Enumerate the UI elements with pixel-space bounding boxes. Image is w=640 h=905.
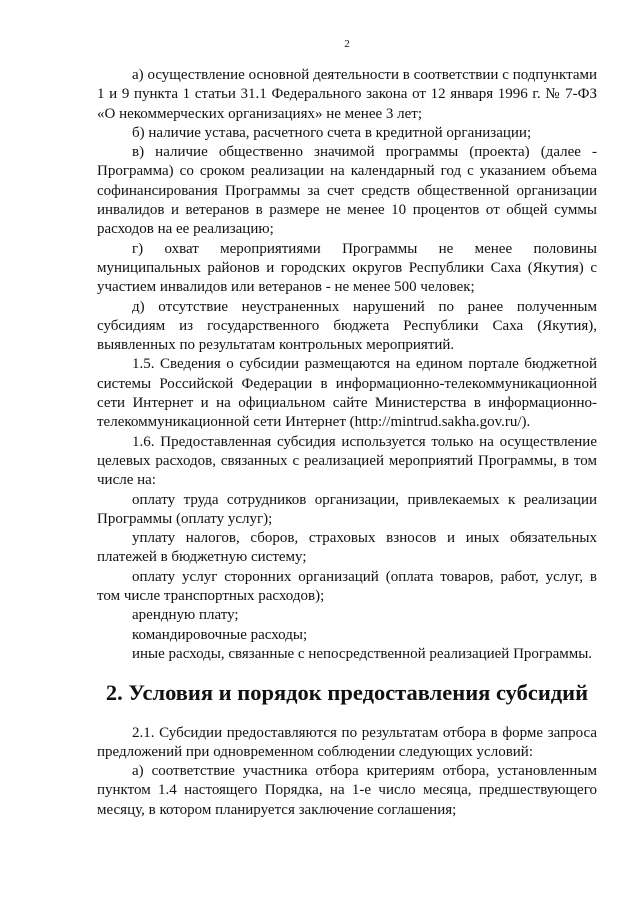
paragraph-2-1: 2.1. Субсидии предоставляются по результатам отбора в форме запроса предложений при одновременном соблюдении следующих условий: — [97, 724, 597, 760]
list-item-taxes: уплату налогов, сборов, страховых взносов и иных обязательных платежей в бюджетную систему; — [97, 530, 597, 566]
paragraph-1-4-a: а) осуществление основной деятельности в соответствии с подпунктами 1 и 9 пункта 1 статьи 31.1 Федерального закона от 12 января 1996 г. № 7-ФЗ «О некоммерческих организациях» не менее 3 лет; — [97, 67, 597, 122]
paragraph-1-5: 1.5. Сведения о субсидии размещаются на едином портале бюджетной системы Российской Федерации в информационно-телекоммуникационной сети Интернет и на официальном сайте Министерства в информационно-телекоммуникационной сети Интернет (http://mintrud.sakha.gov.ru/). — [97, 356, 597, 431]
list-item-rent: арендную плату; — [132, 607, 239, 624]
list-item-other-expenses: иные расходы, связанные с непосредственной реализацией Программы. — [132, 645, 593, 662]
list-item-travel: командировочные расходы; — [132, 626, 308, 643]
paragraph-1-4-b: б) наличие устава, расчетного счета в кредитной организации; — [132, 124, 532, 141]
list-item-third-party-services: оплату услуг сторонних организаций (оплата товаров, работ, услуг, в том числе транспортных расходов); — [97, 568, 597, 605]
paragraph-1-4-v: в) наличие общественно значимой программы (проекта) (далее - Программа) со сроком реализации на календарный год с указанием объема софинансирования Программы за счет средств общественной организации инвалидов и ветеранов в размере не менее 10 процентов от общей суммы расходов на ее реализацию; — [97, 144, 597, 238]
paragraph-2-1-a: а) соответствие участника отбора критериям отбора, установленным пунктом 1.4 настоящего Порядка, на 1-е число месяца, предшествующего месяцу, в котором планируется заключение соглашения; — [97, 763, 597, 818]
paragraph-1-4-g: г) охват мероприятиями Программы не менее половины муниципальных районов и городских округов Республики Саха (Якутия) с участием инвалидов или ветеранов - не менее 500 человек; — [97, 240, 597, 296]
paragraph-1-4-d: д) отсутствие неустраненных нарушений по ранее полученным субсидиям из государственного бюджета Республики Саха (Якутия), выявленных по результатам контрольных мероприятий. — [97, 298, 597, 354]
page-number: 2 — [344, 38, 350, 50]
section-heading: 2. Условия и порядок предоставления субсидий — [105, 680, 589, 706]
paragraph-1-6: 1.6. Предоставленная субсидия используется только на осуществление целевых расходов, связанных с реализацией мероприятий Программы, в том числе на: — [97, 433, 597, 489]
list-item-salary: оплату труда сотрудников организации, привлекаемых к реализации Программы (оплату услуг); — [97, 491, 597, 527]
